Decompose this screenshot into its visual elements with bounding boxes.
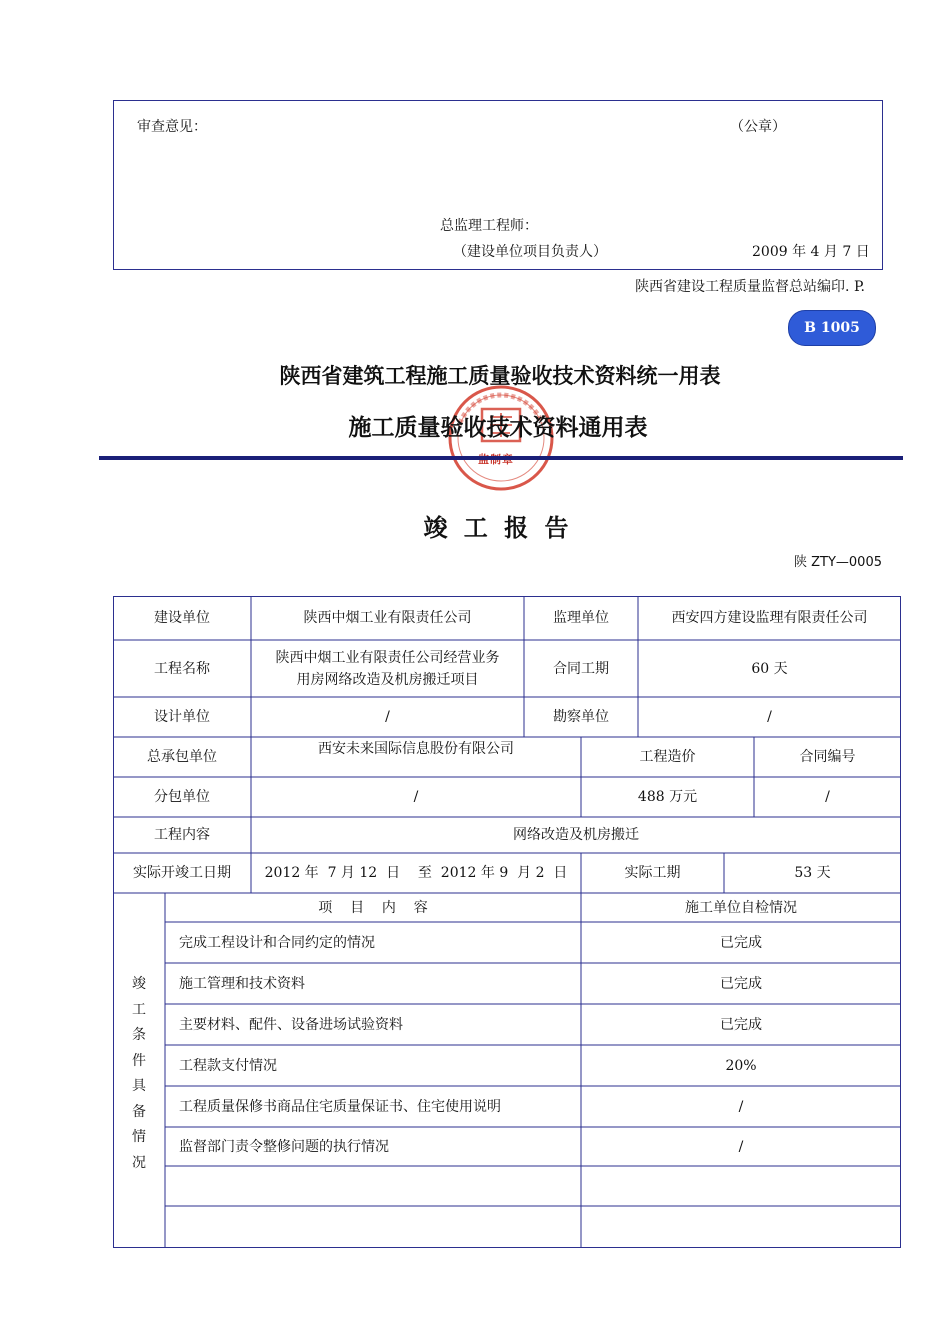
project-name-value bbox=[251, 640, 524, 697]
title-divider bbox=[99, 456, 903, 460]
actual-period-label: 实际工期 bbox=[624, 865, 681, 881]
review-date: 2009 年 4 月 7 日 bbox=[752, 244, 870, 260]
conditions-char: 工 bbox=[132, 1001, 146, 1018]
actual-dates-value: 2012 年 7 月 12 日 至 2012 年 9 月 2 日 bbox=[264, 865, 568, 881]
table-row-item: 工程质量保修书商品住宅质量保证书、住宅使用说明 bbox=[179, 1098, 501, 1115]
actual-period-value: 53 天 bbox=[794, 865, 831, 881]
general-contractor-label: 总承包单位 bbox=[147, 749, 217, 765]
supervision-unit-value: 西安四方建设监理有限责任公司 bbox=[671, 610, 868, 626]
contract-period-value: 60 天 bbox=[751, 660, 788, 677]
self-check-header: 施工单位自检情况 bbox=[685, 899, 797, 916]
table-row-item: 施工管理和技术资料 bbox=[179, 975, 305, 992]
project-cost-value: 488 万元 bbox=[637, 789, 698, 805]
table-row-item: 工程款支付情况 bbox=[179, 1057, 277, 1074]
table-row-item: 监督部门责令整修问题的执行情况 bbox=[179, 1138, 389, 1155]
construction-unit-label: 建设单位 bbox=[154, 610, 210, 626]
survey-unit-value: / bbox=[767, 709, 772, 725]
contract-no-label: 合同编号 bbox=[799, 749, 856, 765]
conditions-char: 况 bbox=[132, 1154, 146, 1171]
content-value: 网络改造及机房搬迁 bbox=[513, 827, 639, 843]
conditions-char: 条 bbox=[132, 1027, 146, 1043]
conditions-char: 具 bbox=[132, 1078, 146, 1094]
project-name-line2: 用房网络改造及机房搬迁项目 bbox=[296, 671, 479, 688]
actual-dates-label: 实际开竣工日期 bbox=[133, 865, 231, 881]
conditions-char: 情 bbox=[132, 1129, 146, 1145]
items-header: 项 目 内 容 bbox=[318, 899, 428, 916]
design-unit-label: 设计单位 bbox=[154, 709, 210, 725]
chief-engineer-label: 总监理工程师： bbox=[440, 218, 538, 234]
report-title: 竣 工 报 告 bbox=[423, 513, 573, 542]
survey-unit-label: 勘察单位 bbox=[553, 709, 609, 725]
content-label: 工程内容 bbox=[154, 827, 210, 843]
conditions-char: 竣 bbox=[132, 976, 146, 992]
seal-label: （公章） bbox=[730, 119, 786, 135]
design-unit-value: / bbox=[385, 709, 390, 725]
form-type-title: 施工质量验收技术资料通用表 bbox=[348, 414, 648, 441]
document-number: 陕 ZTY—0005 bbox=[793, 555, 882, 570]
compiled-by-note: 陕西省建设工程质量监督总站编印. P. bbox=[635, 279, 865, 295]
construction-unit-value: 陕西中烟工业有限责任公司 bbox=[303, 610, 472, 626]
table-row-status: 已完成 bbox=[720, 975, 762, 992]
contract-no-value: / bbox=[825, 789, 830, 805]
completion-conditions-label bbox=[113, 972, 165, 1176]
project-cost-label: 工程造价 bbox=[639, 749, 696, 765]
table-row-item: 完成工程设计和合同约定的情况 bbox=[179, 934, 375, 951]
conditions-char: 备 bbox=[132, 1103, 146, 1120]
supervision-unit-label: 监理单位 bbox=[553, 610, 609, 626]
table-row-status: / bbox=[738, 1138, 744, 1155]
table-row-status: 20% bbox=[725, 1057, 757, 1074]
table-row-status: 已完成 bbox=[720, 1016, 762, 1033]
table-row-item: 主要材料、配件、设备进场试验资料 bbox=[179, 1016, 403, 1033]
form-series-title: 陕西省建筑工程施工质量验收技术资料统一用表 bbox=[279, 363, 721, 388]
table-row-status: / bbox=[738, 1098, 744, 1115]
review-opinion-label: 审查意见： bbox=[137, 119, 207, 135]
form-code-badge: B 1005 bbox=[788, 310, 876, 346]
project-name-label: 工程名称 bbox=[154, 660, 210, 677]
general-contractor-value: 西安未来国际信息股份有限公司 bbox=[318, 741, 514, 757]
subcontractor-label: 分包单位 bbox=[154, 789, 210, 805]
project-name-line1: 陕西中烟工业有限责任公司经营业务 bbox=[275, 649, 500, 666]
client-leader-label: （建设单位项目负责人） bbox=[453, 244, 607, 260]
subcontractor-value: / bbox=[413, 789, 419, 805]
table-row-status: 已完成 bbox=[720, 934, 762, 951]
contract-period-label: 合同工期 bbox=[553, 660, 609, 677]
conditions-char: 件 bbox=[132, 1052, 146, 1069]
